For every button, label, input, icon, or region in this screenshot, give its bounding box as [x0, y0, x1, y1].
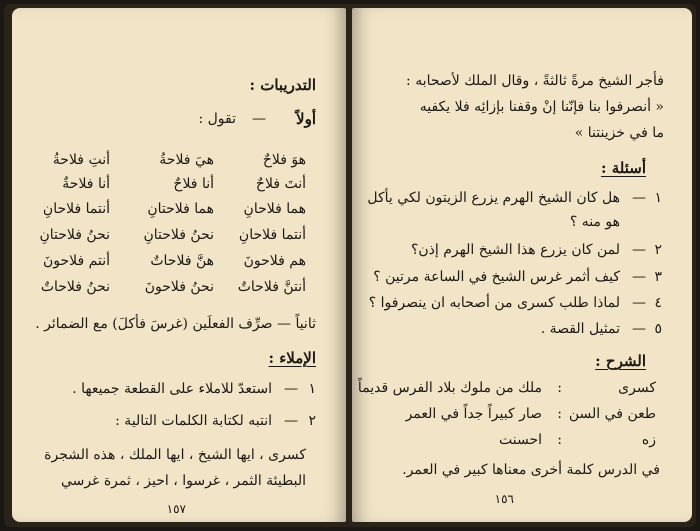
glossary-separator: :: [557, 380, 562, 396]
exercises-heading: التدريبات :: [249, 76, 316, 94]
story-line: فأجر الشيخ مرةً ثالثةً ، وقال الملك لأصحابه :: [406, 73, 664, 89]
part1-dash: —: [252, 111, 266, 127]
conjugation-cell: هم فلاحونَ: [243, 253, 306, 269]
conjugation-cell: نحنُ فلاحتانِ: [39, 227, 110, 243]
conjugation-cell: هوَ فلاحٌ: [262, 152, 306, 168]
part1-label: أولاً: [296, 110, 316, 128]
conjugation-cell: أنتما فلاحانِ: [238, 227, 306, 243]
question-number: ٥: [654, 321, 662, 337]
question-text: تمثيل القصة .: [540, 321, 620, 337]
question-text: كيف أثمر غرس الشيخ في الساعة مرتين ؟: [373, 269, 620, 285]
conjugation-cell: أنتِ فلاحةُ: [52, 152, 110, 168]
open-book: [4, 4, 696, 527]
part1-instruction: تقول :: [198, 111, 236, 127]
glossary-separator: :: [557, 432, 562, 448]
part2-instruction: ثانياً — صرِّف الفعلَين (غرسَ فأكلَ) مع الضمائر .: [35, 316, 316, 332]
question-number: ٣: [654, 269, 662, 285]
conjugation-cell: هما فلاحتانِ: [147, 201, 214, 217]
conjugation-cell: هما فلاحانِ: [243, 201, 306, 217]
page-number: ١٥٦: [494, 492, 514, 506]
question-dash: —: [632, 295, 646, 311]
dictation-item-number: ١: [308, 381, 316, 397]
word-list-line: البطيئة الثمر ، غرسوا ، احيز ، ثمرة غرسي: [60, 473, 306, 489]
conjugation-cell: أنتم فلاحونَ: [43, 253, 110, 269]
page-number: ١٥٧: [166, 502, 186, 516]
question-text: هل كان الشيخ الهرم يزرع الزيتون لكي يأكل: [367, 190, 620, 206]
word-list-line: كسرى ، ايها الشيخ ، ايها الملك ، هذه الشجرة: [44, 447, 306, 463]
question-number: ١: [654, 190, 662, 206]
questions-heading: أسئلة :: [600, 159, 646, 177]
right-page: [352, 8, 692, 522]
glossary-term: كسرى: [618, 380, 656, 396]
glossary-definition: احسنت: [498, 432, 542, 448]
conjugation-cell: أنا فلاحةٌ: [62, 176, 110, 192]
story-line: ما في خزينتنا »: [574, 125, 664, 141]
question-dash: —: [632, 321, 646, 337]
conjugation-cell: هيَ فلاحةُ: [159, 152, 214, 168]
glossary-term: طعن في السن: [568, 406, 656, 422]
question-text: لماذا طلب كسرى من أصحابه ان ينصرفوا ؟: [368, 295, 620, 311]
conjugation-cell: أنتَ فلاحٌ: [255, 176, 306, 192]
conjugation-cell: نحنُ فلاحاتٌ: [40, 279, 110, 295]
dictation-item-dash: —: [284, 413, 298, 429]
conjugation-cell: هنَّ فلاحاتٌ: [150, 253, 214, 269]
closing-line: في الدرس كلمة أخرى معناها كبير في العمر.: [402, 462, 660, 478]
dictation-item-number: ٢: [308, 413, 316, 429]
glossary-separator: :: [557, 406, 562, 422]
conjugation-cell: نحنُ فلاحونَ: [144, 279, 214, 295]
question-dash: —: [632, 242, 646, 258]
conjugation-cell: نحنُ فلاحتانِ: [143, 227, 214, 243]
story-line: « أنصرفوا بنا فإنّنا إنْ وقفنا بإزائِه فلا يكفيه: [419, 99, 664, 115]
dictation-heading: الإملاء :: [268, 349, 316, 367]
question-dash: —: [632, 269, 646, 285]
question-number: ٢: [654, 242, 662, 258]
conjugation-cell: أنا فلاحٌ: [173, 176, 214, 192]
glossary-definition: صار كبيراً جداً في العمر: [405, 406, 542, 422]
conjugation-cell: أنتنَّ فلاحاتٌ: [237, 279, 306, 295]
question-number: ٤: [654, 295, 662, 311]
question-text: لمن كان يزرع هذا الشيخ الهرم إذن؟: [410, 242, 620, 258]
glossary-definition: ملك من ملوك بلاد الفرس قديماً: [357, 380, 542, 396]
question-dash: —: [632, 190, 646, 206]
question-text: هو منه ؟: [569, 214, 620, 230]
dictation-item-text: انتبه لكتابة الكلمات التالية :: [115, 413, 272, 429]
dictation-item-dash: —: [284, 381, 298, 397]
left-page: [12, 8, 346, 522]
glossary-term: زه: [641, 432, 656, 448]
conjugation-cell: أنتما فلاحانِ: [42, 201, 110, 217]
dictation-item-text: استعدّ للاملاء على القطعة جميعها .: [72, 381, 272, 397]
explanation-heading: الشرح :: [595, 352, 646, 370]
